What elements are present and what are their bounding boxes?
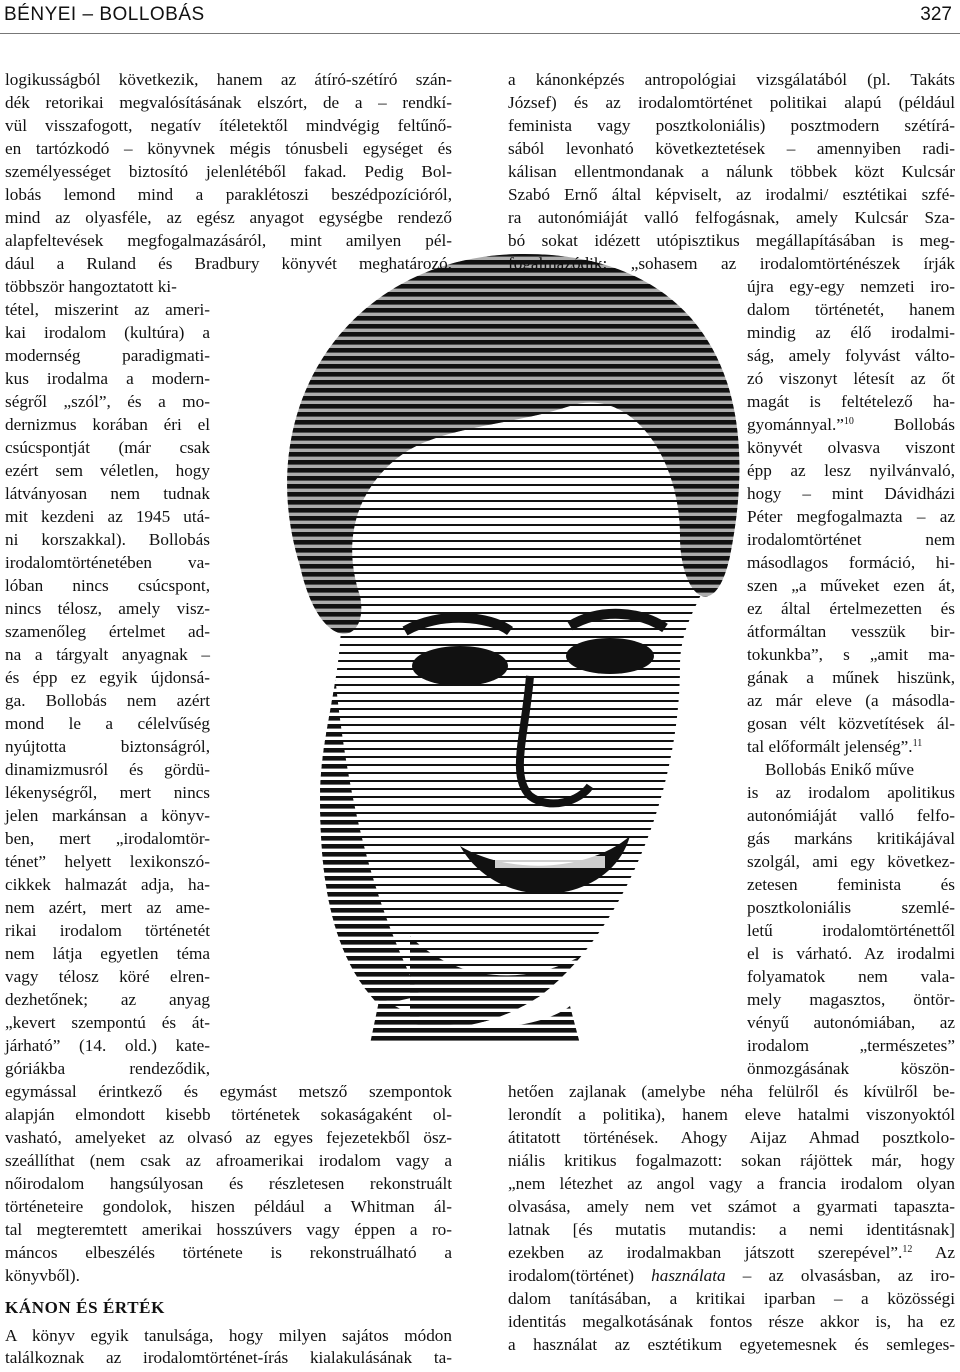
text-line: dinamizmusról és gördü- [5, 760, 210, 779]
text-line: irodalom(történet) használata – az olvasásban, az iro- [508, 1266, 955, 1285]
text-line: na a tárgyalt anyagnak – [5, 645, 210, 664]
text-line: ezért sem véletlen, hogy [5, 461, 210, 480]
text-line: niális kritikus fogalmazott: sokan rájöttek már, hogy [508, 1151, 955, 1170]
text-line: többször hangoztatott ki- [5, 277, 177, 296]
page-number: 327 [920, 4, 952, 25]
text-line: egymással érintkező és egymást metsző szempontok [5, 1082, 452, 1101]
text-line: zó viszonyt létesít az őt [747, 369, 955, 388]
text-line: el is várható. Az irodalmi [747, 944, 955, 963]
text-line: is az irodalom apolitikus [747, 783, 955, 802]
text-line: gosan vélt közvetítések ál- [747, 714, 955, 733]
header-rule [0, 33, 960, 34]
text-line: újra egy-egy nemzeti iro- [747, 277, 955, 296]
text-line: tokunkba”, s „amit ma- [747, 645, 955, 664]
text-line: találkoznak az irodalomtörténet-írás kialakulásának ta- [5, 1348, 452, 1367]
text-line: Szabó Ernő által képviselt, az irodalmi/ esztétikai szfé- [508, 185, 955, 204]
text-line: tétel, miszerint az ameri- [5, 300, 210, 319]
text-line: dául a Ruland és Bradbury könyvét meghatározó, [5, 254, 452, 273]
text-line: irodalomtörténetében va- [5, 553, 210, 572]
text-line: zetesen feminista és [747, 875, 955, 894]
text-line: irodalom „természetes” [747, 1036, 955, 1055]
text-line: nem látja egyetlen téma [5, 944, 210, 963]
text-line: „nem létezhet az angol vagy a francia irodalom olyan [508, 1174, 955, 1193]
text-line: tal előformált jelenség”.$^{11}$ [747, 737, 923, 756]
text-line: Bollobás Enikő műve [765, 760, 914, 779]
text-line: góriákba rendeződik, [5, 1059, 210, 1078]
text-line: tal megteremtett amerikai hosszúvers vagy éppen a ro- [5, 1220, 452, 1239]
running-title: BÉNYEI – BOLLOBÁS [4, 4, 205, 25]
text-line: hetően zajlanak (amelybe néha felülről és kívülről be- [508, 1082, 955, 1101]
text-line: lerondít a politika), hanem eleve hatalmi viszonyoktól [508, 1105, 955, 1124]
text-line: könyvből). [5, 1266, 80, 1285]
text-line: ténet” helyett lexikonszó- [5, 852, 210, 871]
text-line: átformáltan vesszük bir- [747, 622, 955, 641]
text-line: önmozgásának köszön- [747, 1059, 955, 1078]
text-line: József) és az irodalomtörténet politikai alapú (például [508, 93, 955, 112]
text-line: épp az lesz nyilvánvaló, [747, 461, 955, 480]
text-line: dalom tanításában, a kritikai iparban – a közösségi [508, 1289, 955, 1308]
text-line: dezhetőnek; az anyag [5, 990, 210, 1009]
text-line: hogy – mint Dávidházi [747, 484, 955, 503]
text-line: szolgál, ami egy következ- [747, 852, 955, 871]
text-line: Péter megfogalmazta – az [747, 507, 955, 526]
text-line: könyvét olvasva viszont [747, 438, 955, 457]
text-line: dalom történetét, hanem [747, 300, 955, 319]
section-heading: KÁNON ÉS ÉRTÉK [5, 1298, 165, 1317]
text-line: bó sokat idézett utópisztikus megállapításában is meg- [508, 231, 955, 250]
text-line: csúcspontját (már csak [5, 438, 210, 457]
text-line: járható” (14. old.) kate- [5, 1036, 210, 1055]
text-line: vasható, amelyeket az olvasó az egyes fejezetekből ösz- [5, 1128, 452, 1147]
text-line: olvasása, amely nem vet számot a gyarmati tapaszta- [508, 1197, 955, 1216]
footnote-ref: 12 [902, 1244, 913, 1255]
text-line: kus irodalma a modern- [5, 369, 210, 388]
text-line: ségről „szól”, és a mo- [5, 392, 210, 411]
text-line: vagy télosz köré elren- [5, 967, 210, 986]
text-line: gás markáns kritikájával [747, 829, 955, 848]
text-line: nőirodalom hangsúlyosan és részletesen rekonstruált [5, 1174, 452, 1193]
text-line: modernség paradigmati- [5, 346, 210, 365]
text-line: A könyv egyik tanulsága, hogy milyen sajátos módon [5, 1326, 452, 1345]
text-line: sából levonható következtetések – amennyiben radi- [508, 139, 955, 158]
text-line: dék retorikai megvalósításának elszórt, de a – rendkí- [5, 93, 452, 112]
text-line: alapfeltevések megfogalmazásáról, mint amilyen pél- [5, 231, 452, 250]
running-header [4, 4, 952, 26]
text-line: feminista vagy posztkoloniális) posztmodern szétírá- [508, 116, 955, 135]
text-line: dernizmus korában éri el [5, 415, 210, 434]
text-line: jelen markánsan a könyv- [5, 806, 210, 825]
text-line: nyújtotta biztonságról, [5, 737, 210, 756]
text-line: mit kezdeni az 1945 utá- [5, 507, 210, 526]
text-line: identitás megalkotásának fontos része akkor is, ha ez [508, 1312, 955, 1331]
text-line: ga. Bollobás nem azért [5, 691, 210, 710]
text-line: szen „a műveket ezen át, [747, 576, 955, 595]
text-line: nem azért, mert az ame- [5, 898, 210, 917]
text-line: latnak [és mutatis mutandis: a nemi identitásnak] [508, 1220, 955, 1239]
text-line: az már eleve (a másodla- [747, 691, 955, 710]
text-line: a kánonképzés antropológiai vizsgálatából (pl. Takáts [508, 70, 955, 89]
text-line: gyománnyal.”$^{10}$ Bollobás [747, 415, 955, 434]
text-line: történeteire gondolok, hiszen például a Whitman ál- [5, 1197, 452, 1216]
text-line: személyességet biztosító jelenlétéből fakad. Pedig Bol- [5, 162, 452, 181]
text-line: nincs télosz, amely visz- [5, 599, 210, 618]
text-line: rikai irodalom történetét [5, 921, 210, 940]
text-line: ra autonómiáját valló felfogásnak, amely Kulcsár Sza- [508, 208, 955, 227]
text-line: máncos elbeszélés története is rekonstruálható a [5, 1243, 452, 1262]
text-line: vül visszafogott, negatív ítéletektől mindvégig feltűnő- [5, 116, 452, 135]
text-line: másodlagos formáció, hi- [747, 553, 955, 572]
text-line: gának a műnek hiszünk, [747, 668, 955, 687]
text-line: szamenőleg értelmet ad- [5, 622, 210, 641]
text-line: ság, amely folyvást válto- [747, 346, 955, 365]
text-line: posztkoloniális szemlé- [747, 898, 955, 917]
text-line: en tartózkodó – könyvnek mégis tónusbeli egységet és [5, 139, 452, 158]
text-line: lóban nincs csúcspont, [5, 576, 210, 595]
text-line: kai irodalom (kultúra) a [5, 323, 210, 342]
text-line: ezekben az irodalmakban játszott szerepével”.$^{12}$ Az [508, 1243, 956, 1262]
text-line: átitatott történések. Ahogy Aijaz Ahmad posztkolo- [508, 1128, 955, 1147]
text-line: ez által értelmezetten és [747, 599, 955, 618]
text-line: kálisan ellentmondanak a nálunk többek közt Kulcsár [508, 162, 955, 181]
text-line: és épp ez egyik újdonsá- [5, 668, 210, 687]
text-line: szeállíthat (nem csak az afroamerikai irodalom vagy a [5, 1151, 452, 1170]
text-line: logikusságból következik, hanem az átíró-szétíró szán- [5, 70, 452, 89]
text-line: a használat az esztétikum egyetemesnek és semleges- [508, 1335, 955, 1354]
text-line: mely magasztos, öntör- [747, 990, 955, 1009]
text-line: magát is feltételező ha- [747, 392, 955, 411]
text-line: mond le a célelvűség [5, 714, 210, 733]
text-line: autonómiáját valló felfo- [747, 806, 955, 825]
footnote-ref: 11 [912, 738, 923, 749]
text-line: irodalomtörténet nem [747, 530, 955, 549]
italic-term: használata [651, 1266, 726, 1285]
text-line: ni korszakkal). Bollobás [5, 530, 210, 549]
text-line: lékenységről, mert nincs [5, 783, 210, 802]
text-line: letű irodalomtörténettől [747, 921, 955, 940]
footnote-ref: 10 [843, 416, 854, 427]
text-line: „kevert szempontú és át- [5, 1013, 210, 1032]
text-line: ben, mert „irodalomtör- [5, 829, 210, 848]
text-line: látványosan nem tudnak [5, 484, 210, 503]
text-line: folyamatok nem vala- [747, 967, 955, 986]
text-line: fogalmazódik: „sohasem az irodalomtörténészek írják [508, 254, 955, 273]
portrait-image [210, 236, 770, 1044]
text-line: cikkek halmazát adja, ha- [5, 875, 210, 894]
text-line: mindig az élő irodalmi- [747, 323, 955, 342]
text-line: mind az olyasféle, az egész anyagot egységbe rendező [5, 208, 452, 227]
text-line: alapján elmondott kisebb történetek sokaságaként ol- [5, 1105, 452, 1124]
text-line: vényű autonómiában, az [747, 1013, 955, 1032]
text-line: lobás lemond mind a paraklétoszi beszédpozícióról, [5, 185, 452, 204]
